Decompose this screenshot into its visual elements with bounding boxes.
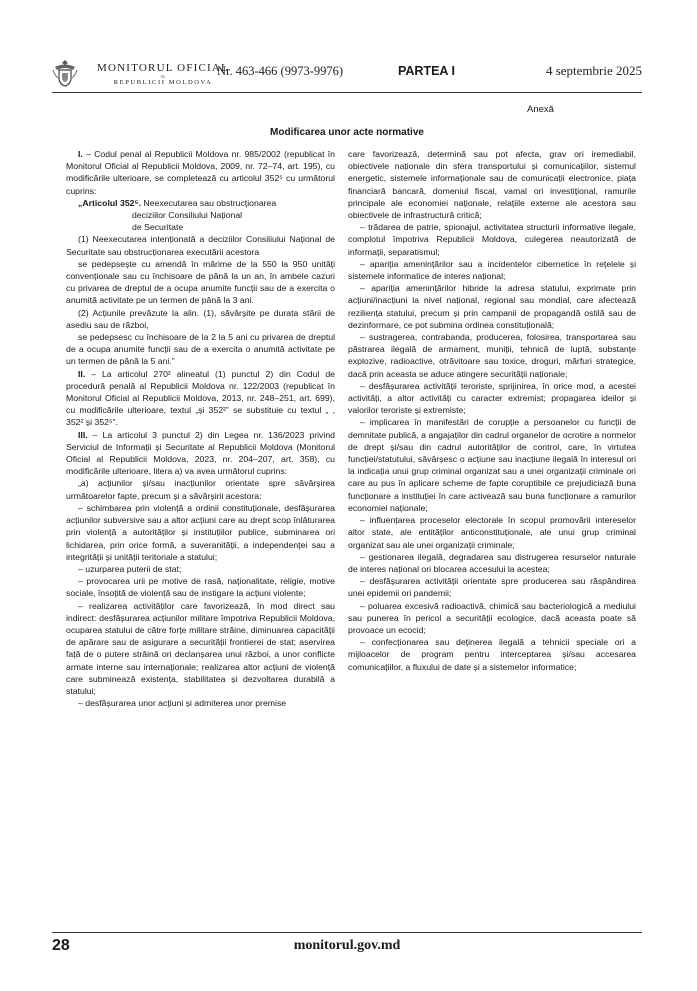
page-header [52, 58, 642, 90]
paragraph [66, 258, 335, 307]
paragraph [66, 148, 335, 197]
paragraph-text: – sustragerea, contrabanda, producerea, folosirea, transportarea sau păstrarea ilegală de armament, muniții, tehnică de luptă, substanțe explozive, radioactive, otrăvitoare sau toxice, droguri, mărfuri strategice, dacă prin aceasta se aduce atingere securității naționale; [348, 332, 636, 379]
section-number: II. [78, 368, 86, 379]
paragraph [66, 331, 335, 368]
paragraph-text: se pedepsește cu amendă în mărime de la 550 la 950 unități convenționale sau cu închisoare de până la un an, în ambele cazuri cu privarea de dreptul de a ocupa anumite funcții sau de a exercita o anumită activitate pe un termen de până la 3 ani. [66, 258, 335, 306]
issue-number: Nr. 463-466 (9973-9976) [217, 64, 344, 78]
paragraph [66, 429, 335, 478]
paragraph [348, 575, 636, 599]
paragraph-text: – apariția amenințărilor sau a incidentelor cibernetice în rețelele și sistemele informatice de interes național; [348, 258, 636, 282]
section-number: III. [78, 429, 88, 440]
paragraph-text: – La articolul 270² alineatul (1) punctul 2) din Codul de procedură penală al Republicii Moldova nr. 122/2003 (republicat în Monitorul Oficial al Republicii Moldova, 2013, nr. 248–251, art. 699), cu modificările ulterioare, textul „și 352²” se substituie cu textul „ , 352² și 352⁵”. [66, 368, 335, 428]
paragraph [66, 563, 335, 575]
paragraph-text: – desfășurarea unor acțiuni și admiterea unor premise [78, 698, 287, 709]
paragraph-text: care favorizează, determină sau pot afecta, grav ori iremediabil, obiectivele naționale din sfera transportului și comunicațiilor, sistemul energetic, sistemele informaționale sau de comunicații electronice, piața financiară bancară, domeniul fiscal, vamal ori investițional, ramurile principale ale economiei naționale, relațiile externe ale acestora sau obiectivele de infrastructură critică; [348, 149, 636, 221]
paragraph-text: – realizarea activităților care favorizează, în mod direct sau indirect: desfășurarea acțiunilor militare împotriva Republicii Moldova, ocuparea statului de către forțe militare străine, diminuarea capacității de apărare sau de asigurare a securității frontierei de stat; aservirea față de o putere străină ori declanșarea unui război, a unor conflicte armate interne sau internaționale; realizarea altor acțiuni de violență care subminează existența, stabilitatea și dezvoltarea durabilă a statului; [66, 600, 335, 696]
paragraph [348, 600, 636, 637]
journal-name-line1: MONITORUL OFICIAL [97, 62, 229, 74]
section-number: I. [78, 149, 83, 159]
right-column [348, 148, 636, 673]
paragraph-text: – confecționarea sau deținerea ilegală a tehnicii speciale ori a mijloacelor de program pentru interceptarea și/sau accesarea comunicațiilor, a fluxului de date și a sistemelor informatice; [348, 637, 636, 672]
paragraph-text: – La articolul 3 punctul 2) din Legea nr. 136/2023 privind Serviciul de Informații și Securitate al Republicii Moldova (Monitorul Oficial al Republicii Moldova, 2023, nr. 204–207, art. 358), cu modificările ulterioare, litera a) va avea următorul cuprins: [66, 429, 335, 477]
paragraph [66, 697, 335, 709]
paragraph [348, 282, 636, 331]
journal-name-line2: AL [160, 74, 166, 79]
paragraph-text: – uzurparea puterii de stat; [78, 563, 182, 574]
issue-date: 4 septembrie 2025 [545, 63, 642, 78]
paragraph [66, 575, 335, 599]
paragraph [66, 368, 335, 429]
paragraph [348, 551, 636, 575]
paragraph [348, 221, 636, 258]
paragraph [66, 600, 335, 698]
paragraph-text: (2) Acțiunile prevăzute la alin. (1), săvârșite pe durata stării de asediu sau de război, [66, 307, 335, 330]
page-number: 28 [52, 937, 70, 954]
website-url: monitorul.gov.md [293, 938, 401, 953]
article-number: „Articolul 352⁵. [78, 197, 141, 208]
paragraph [66, 233, 335, 257]
paragraph [348, 331, 636, 380]
paragraph-text: – trădarea de patrie, spionajul, activitatea structurii informative ilegale, complotul împotriva Republicii Moldova, culegerea neautorizată de informații, separatismul; [348, 222, 636, 257]
article-title-line: de Securitate [132, 222, 184, 233]
document-title: Modificarea unor acte normative [270, 127, 424, 138]
paragraph-text: – influențarea proceselor electorale în scopul promovării intereselor altor state, ale entităților anticonstituționale, ale unui grup criminal organizat sau ale unei organizații criminale; [348, 515, 636, 550]
article-title-line: deciziilor Consiliului Național [132, 210, 243, 221]
paragraph-text: (1) Neexecutarea intenționată a deciziilor Consiliului Național de Securitate sau obstrucționarea executării acestora [66, 234, 335, 257]
left-column [66, 148, 335, 709]
paragraph-text: – Codul penal al Republicii Moldova nr. 985/2002 (republicat în Monitorul Oficial al Republicii Moldova, 2009, nr. 72–74, art. 195), cu modificările ulterioare, se completează cu articolul 352⁵ cu următorul cuprins: [66, 149, 335, 196]
paragraph [348, 380, 636, 417]
paragraph-text: „a) acțiunilor și/sau inacțiunilor orientate spre săvârșirea următoarelor fapte, precum și a săvârșirii acestora: [66, 478, 335, 501]
paragraph [348, 148, 636, 221]
paragraph [66, 307, 335, 331]
paragraph [348, 636, 636, 673]
paragraph [348, 416, 636, 514]
article-title: Neexecutarea sau obstrucționarea [140, 197, 277, 208]
paragraph [348, 514, 636, 551]
paragraph [66, 477, 335, 501]
paragraph-text: – apariția amenințărilor hibride la adresa statului, exprimate prin acțiuni/inacțiuni la nivel național, regional sau mondial, care afectează reziliența statului, precum și prin campanii de propagandă ostilă sau de dezinformare, ce pot submina ordinea constituțională; [348, 283, 636, 330]
paragraph-text: – desfășurarea activității teroriste, sprijinirea, în orice mod, a acestei activități, a altor activități cu caracter extremist; propagarea ideilor și valorilor teroriste și extremiste; [348, 380, 636, 416]
footer-divider [52, 932, 642, 933]
paragraph-text: se pedepsesc cu închisoare de la 2 la 5 ani cu privarea de dreptul de a ocupa anumite funcții sau de a exercita o anumită activitate pe un termen de până la 5 ani.” [66, 332, 335, 367]
paragraph-text: – desfășurarea activității orientate spre producerea sau răspândirea unei epidemii ori pandemii; [348, 576, 636, 599]
section-part: PARTEA I [398, 64, 455, 78]
journal-name-line3: REPUBLICII MOLDOVA [113, 79, 213, 86]
paragraph-text: – poluarea excesivă radioactivă, chimică sau bacteriologică a mediului sau punerea în pericol a securității ecologice, dacă aceasta poate să provoace un ecocid; [348, 600, 636, 635]
paragraph-text: – provocarea urii pe motive de rasă, naționalitate, religie, motive sociale, însoțită de violență sau de instigare la acțiuni violente; [66, 576, 335, 599]
paragraph [66, 197, 335, 234]
paragraph [348, 258, 636, 282]
coat-of-arms-icon [52, 58, 78, 88]
annex-label: Anexă [527, 104, 554, 115]
header-divider [52, 92, 642, 93]
paragraph-text: – schimbarea prin violență a ordinii constituționale, desfășurarea acțiunilor subversive sau a altor acțiuni care au drept scop înlăturarea prin violență a autorităților și instituțiilor publice, subminarea ori lichidarea, prin orice formă, a suveranității, a independenței sau a integrității și unității teritoriale a statului; [66, 502, 335, 562]
paragraph [66, 502, 335, 563]
paragraph-text: – gestionarea ilegală, degradarea sau distrugerea resurselor naturale de interes național ori blocarea accesului la acestea; [348, 551, 636, 574]
paragraph-text: – implicarea în manifestări de corupție a persoanelor cu funcții de demnitate publică, a angajaților din cadrul organelor de ocrotire a normelor de drept și/sau din cadrul autorităților de control, care, în virtutea funcției/statutului, săvârșesc o acțiune sau inacțiune ilegală în interesul ori la indicația unui grup criminal organizat sau a unei organizații criminale ori care au pus în aplicare scheme de fapte coruptibile ce prejudiciază buna funcționare a instituției în care activează sau buna funcționare a ramurilor economiei naționale; [348, 417, 636, 513]
